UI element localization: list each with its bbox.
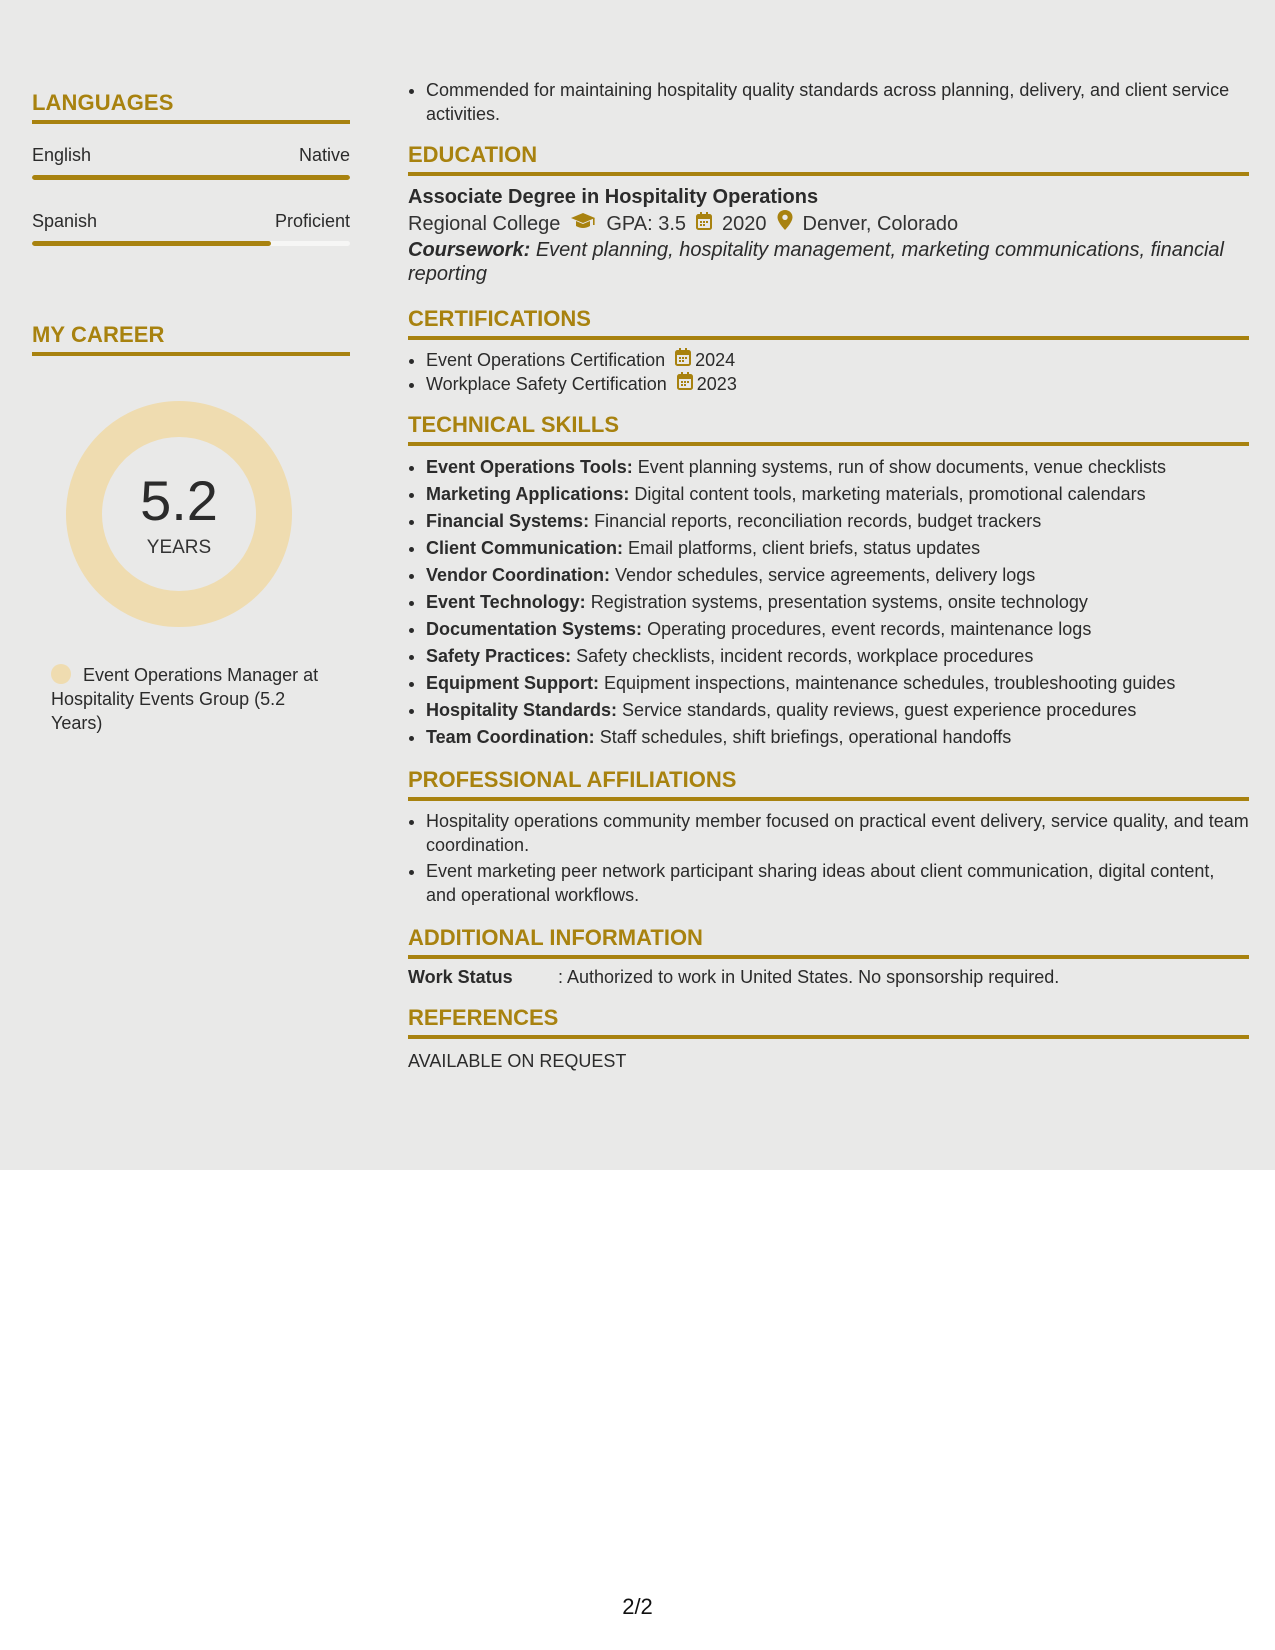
list-item (426, 481, 1249, 508)
certification-year: 2024 (695, 350, 736, 370)
language-name: English (32, 145, 92, 165)
list-item (426, 589, 1249, 616)
education-school: Regional College (408, 213, 561, 235)
career-title: MY CAREER (32, 322, 350, 356)
skill-value: Email platforms, client briefs, status updates (628, 538, 981, 558)
graduation-cap-icon (570, 210, 596, 238)
language-bar (32, 175, 350, 180)
skill-label: Vendor Coordination: (426, 565, 610, 585)
skill-value: Digital content tools, marketing materials, promotional calendars (634, 484, 1146, 504)
certifications-title: CERTIFICATIONS (408, 306, 1249, 340)
education-gpa: GPA: 3.5 (606, 213, 686, 235)
sidebar (32, 90, 350, 735)
work-status-value: : Authorized to work in United States. No sponsorship required. (558, 967, 1060, 987)
skill-label: Hospitality Standards: (426, 700, 618, 720)
skill-label: Team Coordination: (426, 727, 595, 747)
list-item (426, 616, 1249, 643)
skill-label: Client Communication: (426, 538, 623, 558)
career-legend-item (51, 663, 331, 735)
skill-value: Equipment inspections, maintenance schedules, troubleshooting guides (604, 673, 1176, 693)
affiliations-list (408, 809, 1249, 907)
references-title: REFERENCES (408, 1005, 1249, 1039)
certification-name: Event Operations Certification (426, 350, 666, 370)
skill-label: Marketing Applications: (426, 484, 630, 504)
page-number: 2/2 (622, 1594, 653, 1619)
work-status-row (408, 965, 1249, 989)
skill-label: Financial Systems: (426, 511, 590, 531)
languages-title: LANGUAGES (32, 90, 350, 124)
additional-info-title: ADDITIONAL INFORMATION (408, 925, 1249, 959)
skill-value: Safety checklists, incident records, workplace procedures (576, 646, 1034, 666)
language-level: Native (298, 145, 350, 165)
education-location: Denver, Colorado (802, 213, 959, 235)
skill-value: Service standards, quality reviews, guest experience procedures (622, 700, 1137, 720)
skill-value: Staff schedules, shift briefings, operational handoffs (599, 727, 1012, 747)
skill-label: Equipment Support: (426, 673, 599, 693)
language-bar-fill (32, 175, 350, 180)
work-status-label: Work Status (408, 967, 513, 987)
skill-value: Financial reports, reconciliation records, budget trackers (594, 511, 1042, 531)
list-item (426, 724, 1249, 751)
list-item: • Event marketing peer network participant sharing ideas about client communication, digital content, and operational workflows. (426, 859, 1249, 907)
certification-name: Workplace Safety Certification (426, 374, 667, 394)
experience-bullets (408, 78, 1249, 126)
education-degree: Associate Degree in Hospitality Operations (408, 186, 819, 208)
education-title: EDUCATION (408, 142, 1249, 176)
skill-label: Documentation Systems: (426, 619, 643, 639)
language-item (32, 210, 350, 246)
references-value: AVAILABLE ON REQUEST (408, 1051, 627, 1071)
calendar-icon (677, 372, 693, 396)
list-item (426, 372, 1249, 396)
technical-skills-title: TECHNICAL SKILLS (408, 412, 1249, 446)
education-meta (408, 210, 1249, 238)
language-bar (32, 241, 350, 246)
skill-value: Event planning systems, run of show documents, venue checklists (637, 457, 1166, 477)
skill-value: Vendor schedules, service agreements, delivery logs (615, 565, 1036, 585)
list-item: • Hospitality operations community member focused on practical event delivery, service quality, and team coordination. (426, 809, 1249, 857)
language-bar-fill (32, 241, 271, 246)
career-legend-label: Event Operations Manager at Hospitality Events Group (5.2 Years) (51, 665, 319, 733)
career-total-unit: YEARS (146, 537, 212, 558)
calendar-icon (675, 348, 691, 372)
list-item (426, 670, 1249, 697)
skill-value: Operating procedures, event records, maintenance logs (647, 619, 1092, 639)
certification-year: 2023 (696, 374, 737, 394)
legend-dot-icon (51, 664, 71, 684)
career-donut (66, 401, 292, 627)
calendar-icon (696, 210, 712, 238)
list-item (426, 562, 1249, 589)
map-pin-icon (777, 210, 793, 238)
language-name: Spanish (32, 211, 98, 231)
skill-label: Event Technology: (426, 592, 586, 612)
education-coursework (408, 238, 1249, 286)
list-item (426, 643, 1249, 670)
skill-value: Registration systems, presentation systems, onsite technology (590, 592, 1088, 612)
skill-label: Event Operations Tools: (426, 457, 633, 477)
affiliations-title: PROFESSIONAL AFFILIATIONS (408, 767, 1249, 801)
technical-skills-list (408, 454, 1249, 751)
career-total-value: 5.2 (140, 469, 218, 532)
list-item (426, 454, 1249, 481)
education-year: 2020 (722, 213, 767, 235)
language-item (32, 144, 350, 180)
coursework-text: Event planning, hospitality management, marketing communications, financial reporting (408, 239, 1224, 285)
list-item (426, 508, 1249, 535)
main-column (408, 78, 1249, 1073)
list-item: • Commended for maintaining hospitality quality standards across planning, delivery, and client service activities. (426, 78, 1249, 126)
list-item (426, 697, 1249, 724)
list-item (426, 535, 1249, 562)
list-item (426, 348, 1249, 372)
certifications-list (408, 348, 1249, 396)
coursework-label: Coursework: (408, 239, 531, 261)
language-level: Proficient (274, 211, 350, 231)
skill-label: Safety Practices: (426, 646, 572, 666)
